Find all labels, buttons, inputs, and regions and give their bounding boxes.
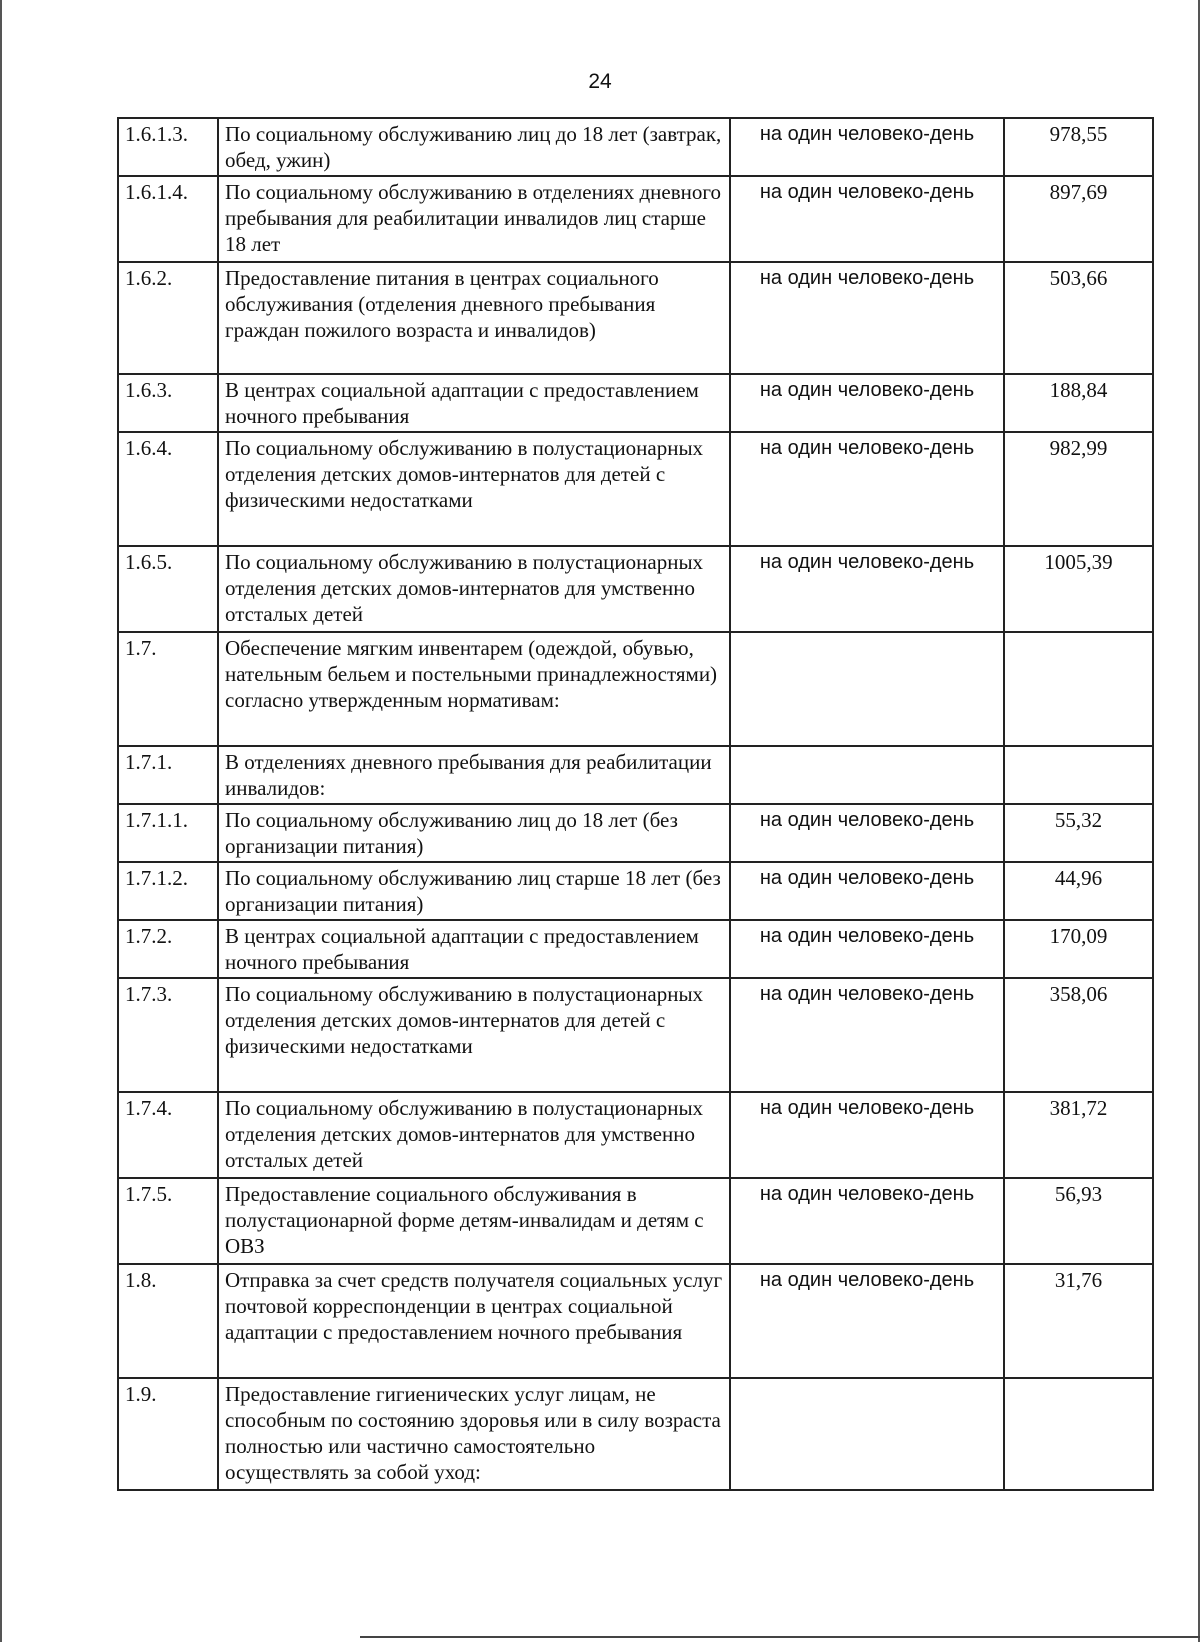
row-value: 55,32 <box>1004 804 1153 862</box>
row-value: 170,09 <box>1004 920 1153 978</box>
row-value: 897,69 <box>1004 176 1153 262</box>
row-number: 1.7. <box>118 632 218 746</box>
row-unit: на один человеко-день <box>730 920 1004 978</box>
table-row <box>118 1092 1153 1178</box>
row-unit: на один человеко-день <box>730 546 1004 632</box>
row-value: 381,72 <box>1004 1092 1153 1178</box>
row-value <box>1004 1378 1153 1490</box>
table-row <box>118 746 1153 804</box>
row-number: 1.7.2. <box>118 920 218 978</box>
row-description: По социальному обслуживанию лиц до 18 лет (завтрак, обед, ужин) <box>218 118 730 176</box>
row-value: 56,93 <box>1004 1178 1153 1264</box>
table-row <box>118 262 1153 374</box>
row-description: По социальному обслуживанию лиц старше 18 лет (без организации питания) <box>218 862 730 920</box>
row-number: 1.7.1. <box>118 746 218 804</box>
table-row <box>118 176 1153 262</box>
row-unit: на один человеко-день <box>730 978 1004 1092</box>
row-description: В отделениях дневного пребывания для реабилитации инвалидов: <box>218 746 730 804</box>
row-unit: на один человеко-день <box>730 1178 1004 1264</box>
row-description: Предоставление гигиенических услуг лицам, не способным по состоянию здоровья или в силу возраста полностью или частично самостоятельно осуществлять за собой уход: <box>218 1378 730 1490</box>
row-description: Предоставление питания в центрах социального обслуживания (отделения дневного пребывания граждан пожилого возраста и инвалидов) <box>218 262 730 374</box>
table-row <box>118 920 1153 978</box>
table-row <box>118 632 1153 746</box>
row-number: 1.9. <box>118 1378 218 1490</box>
row-number: 1.7.4. <box>118 1092 218 1178</box>
table-row <box>118 432 1153 546</box>
row-unit: на один человеко-день <box>730 118 1004 176</box>
page-number: 24 <box>588 70 612 93</box>
row-description: По социальному обслуживанию в отделениях дневного пребывания для реабилитации инвалидов лиц старше 18 лет <box>218 176 730 262</box>
row-value <box>1004 632 1153 746</box>
row-number: 1.7.1.2. <box>118 862 218 920</box>
row-unit <box>730 632 1004 746</box>
row-description: По социальному обслуживанию в полустационарных отделения детских домов-интернатов для детей с физическими недостатками <box>218 978 730 1092</box>
table-row <box>118 1264 1153 1378</box>
row-number: 1.6.3. <box>118 374 218 432</box>
table-row <box>118 374 1153 432</box>
row-unit: на один человеко-день <box>730 432 1004 546</box>
table-row <box>118 1378 1153 1490</box>
row-value: 982,99 <box>1004 432 1153 546</box>
row-description: Обеспечение мягким инвентарем (одеждой, обувью, нательным бельем и постельными принадлежностями) согласно утвержденным нормативам: <box>218 632 730 746</box>
page-border-left <box>0 0 2 1642</box>
row-number: 1.6.2. <box>118 262 218 374</box>
tariff-table <box>117 117 1154 1491</box>
row-unit: на один человеко-день <box>730 804 1004 862</box>
row-value: 31,76 <box>1004 1264 1153 1378</box>
row-unit: на один человеко-день <box>730 862 1004 920</box>
row-description: По социальному обслуживанию в полустационарных отделения детских домов-интернатов для детей с физическими недостатками <box>218 432 730 546</box>
row-number: 1.6.1.4. <box>118 176 218 262</box>
row-value: 44,96 <box>1004 862 1153 920</box>
row-number: 1.6.5. <box>118 546 218 632</box>
row-unit: на один человеко-день <box>730 176 1004 262</box>
row-description: В центрах социальной адаптации с предоставлением ночного пребывания <box>218 374 730 432</box>
tariff-table-body <box>118 118 1153 1490</box>
row-description: Предоставление социального обслуживания в полустационарной форме детям-инвалидам и детям с ОВЗ <box>218 1178 730 1264</box>
table-row <box>118 118 1153 176</box>
table-row <box>118 978 1153 1092</box>
row-description: По социальному обслуживанию в полустационарных отделения детских домов-интернатов для умственно отсталых детей <box>218 546 730 632</box>
row-value: 188,84 <box>1004 374 1153 432</box>
table-row <box>118 546 1153 632</box>
row-description: По социальному обслуживанию лиц до 18 лет (без организации питания) <box>218 804 730 862</box>
row-number: 1.6.4. <box>118 432 218 546</box>
row-description: В центрах социальной адаптации с предоставлением ночного пребывания <box>218 920 730 978</box>
row-number: 1.6.1.3. <box>118 118 218 176</box>
page-border-bottom <box>360 1636 1200 1638</box>
row-value: 358,06 <box>1004 978 1153 1092</box>
row-value <box>1004 746 1153 804</box>
row-number: 1.7.3. <box>118 978 218 1092</box>
row-number: 1.7.1.1. <box>118 804 218 862</box>
row-unit <box>730 746 1004 804</box>
row-unit <box>730 1378 1004 1490</box>
row-unit: на один человеко-день <box>730 374 1004 432</box>
table-row <box>118 862 1153 920</box>
row-value: 503,66 <box>1004 262 1153 374</box>
row-value: 978,55 <box>1004 118 1153 176</box>
row-unit: на один человеко-день <box>730 1264 1004 1378</box>
row-description: Отправка за счет средств получателя социальных услуг почтовой корреспонденции в центрах социальной адаптации с предоставлением ночного пребывания <box>218 1264 730 1378</box>
row-unit: на один человеко-день <box>730 1092 1004 1178</box>
row-number: 1.8. <box>118 1264 218 1378</box>
row-unit: на один человеко-день <box>730 262 1004 374</box>
row-number: 1.7.5. <box>118 1178 218 1264</box>
row-value: 1005,39 <box>1004 546 1153 632</box>
table-row <box>118 804 1153 862</box>
table-row <box>118 1178 1153 1264</box>
row-description: По социальному обслуживанию в полустационарных отделения детских домов-интернатов для умственно отсталых детей <box>218 1092 730 1178</box>
